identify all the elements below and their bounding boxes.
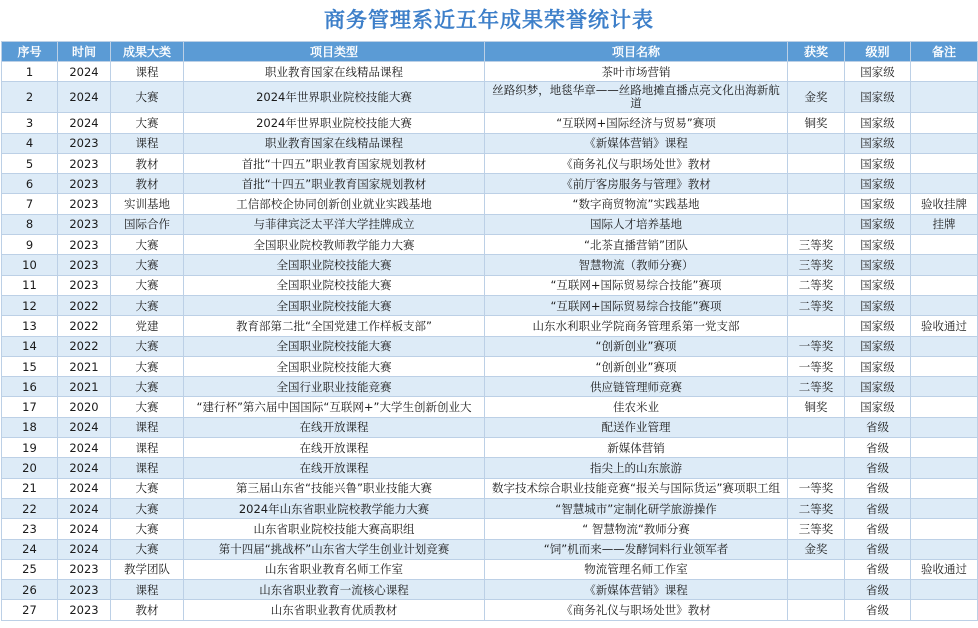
cell-index: 21 — [2, 478, 58, 498]
cell-index: 15 — [2, 356, 58, 376]
cell-award — [788, 580, 845, 600]
cell-project-name: 数字技术综合职业技能竞赛“报关与国际货运”赛项职工组 — [485, 478, 788, 498]
cell-index: 26 — [2, 580, 58, 600]
cell-year: 2023 — [58, 194, 111, 214]
cell-category: 大赛 — [111, 336, 184, 356]
cell-level: 国家级 — [845, 397, 911, 417]
cell-project-type: 首批“十四五”职业教育国家规划教材 — [184, 174, 485, 194]
cell-project-type: 在线开放课程 — [184, 458, 485, 478]
cell-project-name: “智慧城市”定制化研学旅游操作 — [485, 498, 788, 518]
cell-project-name: 新媒体营销 — [485, 438, 788, 458]
cell-category: 教材 — [111, 600, 184, 620]
cell-index: 27 — [2, 600, 58, 620]
cell-award — [788, 316, 845, 336]
cell-level: 省级 — [845, 417, 911, 437]
cell-remark — [911, 580, 978, 600]
cell-level: 省级 — [845, 600, 911, 620]
cell-category: 大赛 — [111, 397, 184, 417]
cell-index: 10 — [2, 255, 58, 275]
cell-remark — [911, 62, 978, 82]
cell-level: 国家级 — [845, 377, 911, 397]
cell-project-name: 丝路织梦，地毯华章——丝路地摊直播点亮文化出海新航道 — [485, 82, 788, 113]
cell-year: 2024 — [58, 458, 111, 478]
table-row — [2, 600, 978, 620]
cell-remark — [911, 458, 978, 478]
cell-level: 国家级 — [845, 194, 911, 214]
cell-year: 2024 — [58, 519, 111, 539]
cell-level: 省级 — [845, 438, 911, 458]
table-row — [2, 174, 978, 194]
cell-level: 国家级 — [845, 235, 911, 255]
table-row — [2, 559, 978, 579]
cell-index: 4 — [2, 133, 58, 153]
header-award: 获奖 — [788, 42, 845, 62]
cell-index: 25 — [2, 559, 58, 579]
cell-category: 教材 — [111, 174, 184, 194]
cell-year: 2024 — [58, 62, 111, 82]
cell-project-type: 工信部校企协同创新创业就业实践基地 — [184, 194, 485, 214]
cell-level: 省级 — [845, 559, 911, 579]
cell-project-name: 供应链管理师竞赛 — [485, 377, 788, 397]
table-row — [2, 417, 978, 437]
cell-project-type: 2024年世界职业院校技能大赛 — [184, 113, 485, 133]
cell-year: 2023 — [58, 255, 111, 275]
cell-project-name: 配送作业管理 — [485, 417, 788, 437]
cell-remark — [911, 275, 978, 295]
cell-index: 5 — [2, 153, 58, 173]
cell-award — [788, 194, 845, 214]
cell-year: 2024 — [58, 82, 111, 113]
header-level: 级别 — [845, 42, 911, 62]
cell-index: 17 — [2, 397, 58, 417]
cell-remark — [911, 336, 978, 356]
cell-index: 1 — [2, 62, 58, 82]
cell-project-name: 《新媒体营销》课程 — [485, 133, 788, 153]
table-row — [2, 235, 978, 255]
cell-category: 教材 — [111, 153, 184, 173]
cell-project-type: 首批“十四五”职业教育国家规划教材 — [184, 153, 485, 173]
cell-year: 2024 — [58, 539, 111, 559]
cell-remark — [911, 498, 978, 518]
cell-project-name: 《商务礼仪与职场处世》教材 — [485, 600, 788, 620]
table-row — [2, 275, 978, 295]
cell-award — [788, 153, 845, 173]
cell-category: 课程 — [111, 458, 184, 478]
cell-remark: 验收通过 — [911, 316, 978, 336]
cell-project-name: 佳农米业 — [485, 397, 788, 417]
cell-level: 国家级 — [845, 214, 911, 234]
cell-category: 大赛 — [111, 519, 184, 539]
cell-project-type: 全国职业院校教师教学能力大赛 — [184, 235, 485, 255]
cell-project-type: 山东省职业教育名师工作室 — [184, 559, 485, 579]
cell-remark — [911, 235, 978, 255]
cell-year: 2023 — [58, 275, 111, 295]
cell-index: 18 — [2, 417, 58, 437]
cell-category: 大赛 — [111, 478, 184, 498]
cell-category: 大赛 — [111, 295, 184, 315]
table-row — [2, 458, 978, 478]
cell-level: 国家级 — [845, 336, 911, 356]
honors-table — [1, 41, 978, 621]
cell-year: 2022 — [58, 295, 111, 315]
cell-level: 国家级 — [845, 316, 911, 336]
cell-level: 省级 — [845, 519, 911, 539]
cell-year: 2023 — [58, 559, 111, 579]
cell-award — [788, 133, 845, 153]
table-row — [2, 133, 978, 153]
table-row — [2, 498, 978, 518]
table-row — [2, 113, 978, 133]
cell-level: 国家级 — [845, 82, 911, 113]
table-header-row — [2, 42, 978, 62]
cell-remark: 验收挂牌 — [911, 194, 978, 214]
cell-level: 国家级 — [845, 153, 911, 173]
cell-category: 实训基地 — [111, 194, 184, 214]
cell-level: 省级 — [845, 580, 911, 600]
cell-category: 课程 — [111, 417, 184, 437]
cell-year: 2024 — [58, 478, 111, 498]
cell-award: 三等奖 — [788, 255, 845, 275]
cell-category: 党建 — [111, 316, 184, 336]
cell-level: 省级 — [845, 478, 911, 498]
cell-remark — [911, 153, 978, 173]
cell-index: 11 — [2, 275, 58, 295]
cell-award: 铜奖 — [788, 397, 845, 417]
cell-award: 金奖 — [788, 539, 845, 559]
cell-project-type: 山东省职业院校技能大赛高职组 — [184, 519, 485, 539]
cell-index: 13 — [2, 316, 58, 336]
cell-project-type: 全国职业院校技能大赛 — [184, 255, 485, 275]
cell-level: 国家级 — [845, 62, 911, 82]
cell-index: 24 — [2, 539, 58, 559]
cell-remark — [911, 417, 978, 437]
page-title: 商务管理系近五年成果荣誉统计表 — [324, 8, 654, 32]
cell-project-name: “ 智慧物流“教师分赛 — [485, 519, 788, 539]
cell-remark — [911, 113, 978, 133]
cell-category: 大赛 — [111, 498, 184, 518]
cell-category: 大赛 — [111, 113, 184, 133]
cell-project-type: 第三届山东省“技能兴鲁”职业技能大赛 — [184, 478, 485, 498]
cell-index: 14 — [2, 336, 58, 356]
cell-project-name: “互联网+国际经济与贸易”赛项 — [485, 113, 788, 133]
cell-award: 三等奖 — [788, 519, 845, 539]
cell-project-type: 山东省职业教育优质教材 — [184, 600, 485, 620]
cell-award: 一等奖 — [788, 336, 845, 356]
header-year: 时间 — [58, 42, 111, 62]
table-row — [2, 478, 978, 498]
cell-level: 国家级 — [845, 133, 911, 153]
cell-project-name: 国际人才培养基地 — [485, 214, 788, 234]
cell-category: 国际合作 — [111, 214, 184, 234]
cell-project-type: 全国职业院校技能大赛 — [184, 356, 485, 376]
cell-category: 课程 — [111, 580, 184, 600]
table-row — [2, 356, 978, 376]
cell-project-type: 第十四届“挑战杯”山东省大学生创业计划竞赛 — [184, 539, 485, 559]
cell-year: 2022 — [58, 336, 111, 356]
table-row — [2, 194, 978, 214]
cell-year: 2024 — [58, 417, 111, 437]
cell-award — [788, 214, 845, 234]
cell-category: 大赛 — [111, 82, 184, 113]
cell-level: 国家级 — [845, 174, 911, 194]
cell-remark — [911, 377, 978, 397]
cell-index: 6 — [2, 174, 58, 194]
table-row — [2, 62, 978, 82]
cell-index: 12 — [2, 295, 58, 315]
cell-project-type: 全国职业院校技能大赛 — [184, 275, 485, 295]
cell-remark — [911, 82, 978, 113]
header-project-name: 项目名称 — [485, 42, 788, 62]
cell-project-type: 全国职业院校技能大赛 — [184, 295, 485, 315]
header-remark: 备注 — [911, 42, 978, 62]
cell-award: 一等奖 — [788, 356, 845, 376]
cell-category: 大赛 — [111, 235, 184, 255]
cell-year: 2023 — [58, 580, 111, 600]
cell-award: 二等奖 — [788, 295, 845, 315]
cell-index: 8 — [2, 214, 58, 234]
cell-category: 教学团队 — [111, 559, 184, 579]
cell-year: 2023 — [58, 174, 111, 194]
cell-index: 9 — [2, 235, 58, 255]
cell-category: 大赛 — [111, 275, 184, 295]
table-row — [2, 316, 978, 336]
cell-project-name: 《新媒体营销》课程 — [485, 580, 788, 600]
cell-remark — [911, 174, 978, 194]
cell-category: 课程 — [111, 133, 184, 153]
cell-award: 一等奖 — [788, 478, 845, 498]
cell-year: 2023 — [58, 133, 111, 153]
cell-project-name: “饲”机而来——发酵饲料行业领军者 — [485, 539, 788, 559]
cell-award: 金奖 — [788, 82, 845, 113]
cell-category: 大赛 — [111, 539, 184, 559]
cell-project-name: 《前厅客房服务与管理》教材 — [485, 174, 788, 194]
cell-remark — [911, 438, 978, 458]
cell-year: 2023 — [58, 153, 111, 173]
cell-category: 大赛 — [111, 255, 184, 275]
cell-award: 三等奖 — [788, 235, 845, 255]
cell-index: 2 — [2, 82, 58, 113]
cell-year: 2022 — [58, 316, 111, 336]
table-row — [2, 255, 978, 275]
cell-project-type: 2024年世界职业院校技能大赛 — [184, 82, 485, 113]
cell-project-type: 全国职业院校技能大赛 — [184, 336, 485, 356]
cell-project-name: 智慧物流（教师分赛） — [485, 255, 788, 275]
cell-award: 二等奖 — [788, 377, 845, 397]
table-row — [2, 377, 978, 397]
cell-project-type: 职业教育国家在线精品课程 — [184, 62, 485, 82]
cell-award — [788, 62, 845, 82]
cell-year: 2023 — [58, 235, 111, 255]
cell-award: 二等奖 — [788, 275, 845, 295]
cell-remark — [911, 478, 978, 498]
cell-level: 国家级 — [845, 275, 911, 295]
cell-award: 二等奖 — [788, 498, 845, 518]
cell-project-type: 在线开放课程 — [184, 438, 485, 458]
cell-year: 2020 — [58, 397, 111, 417]
cell-project-type: 职业教育国家在线精品课程 — [184, 133, 485, 153]
cell-level: 国家级 — [845, 356, 911, 376]
cell-remark: 验收通过 — [911, 559, 978, 579]
cell-year: 2021 — [58, 356, 111, 376]
table-body — [2, 62, 978, 621]
cell-index: 3 — [2, 113, 58, 133]
cell-index: 16 — [2, 377, 58, 397]
cell-project-name: “互联网+国际贸易综合技能”赛项 — [485, 295, 788, 315]
cell-remark: 挂牌 — [911, 214, 978, 234]
cell-project-name: “创新创业”赛项 — [485, 336, 788, 356]
cell-level: 省级 — [845, 458, 911, 478]
cell-project-type: 全国行业职业技能竞赛 — [184, 377, 485, 397]
table-row — [2, 580, 978, 600]
cell-index: 23 — [2, 519, 58, 539]
cell-remark — [911, 539, 978, 559]
cell-project-name: “互联网+国际贸易综合技能”赛项 — [485, 275, 788, 295]
cell-category: 课程 — [111, 438, 184, 458]
cell-award: 铜奖 — [788, 113, 845, 133]
cell-project-name: “创新创业”赛项 — [485, 356, 788, 376]
cell-year: 2024 — [58, 498, 111, 518]
cell-project-type: 与菲律宾泛太平洋大学挂牌成立 — [184, 214, 485, 234]
cell-year: 2024 — [58, 438, 111, 458]
table-row — [2, 336, 978, 356]
cell-category: 课程 — [111, 62, 184, 82]
cell-project-name: 指尖上的山东旅游 — [485, 458, 788, 478]
table-row — [2, 519, 978, 539]
cell-category: 大赛 — [111, 356, 184, 376]
cell-project-name: “数字商贸物流”实践基地 — [485, 194, 788, 214]
cell-award — [788, 458, 845, 478]
cell-project-type: 2024年山东省职业院校教学能力大赛 — [184, 498, 485, 518]
cell-level: 国家级 — [845, 113, 911, 133]
cell-year: 2021 — [58, 377, 111, 397]
table-row — [2, 153, 978, 173]
cell-remark — [911, 255, 978, 275]
cell-remark — [911, 519, 978, 539]
cell-award — [788, 438, 845, 458]
cell-year: 2023 — [58, 214, 111, 234]
table-row — [2, 295, 978, 315]
cell-index: 7 — [2, 194, 58, 214]
cell-award — [788, 174, 845, 194]
header-category: 成果大类 — [111, 42, 184, 62]
cell-award — [788, 600, 845, 620]
cell-level: 国家级 — [845, 255, 911, 275]
cell-project-type: 教育部第二批“全国党建工作样板支部” — [184, 316, 485, 336]
cell-remark — [911, 133, 978, 153]
cell-level: 省级 — [845, 539, 911, 559]
cell-level: 省级 — [845, 498, 911, 518]
cell-index: 19 — [2, 438, 58, 458]
cell-year: 2024 — [58, 113, 111, 133]
cell-remark — [911, 600, 978, 620]
table-row — [2, 438, 978, 458]
cell-award — [788, 559, 845, 579]
cell-year: 2023 — [58, 600, 111, 620]
cell-project-name: 《商务礼仪与职场处世》教材 — [485, 153, 788, 173]
table-row — [2, 539, 978, 559]
cell-project-name: “北茶直播营销”团队 — [485, 235, 788, 255]
cell-level: 国家级 — [845, 295, 911, 315]
table-row — [2, 214, 978, 234]
cell-award — [788, 417, 845, 437]
cell-category: 大赛 — [111, 377, 184, 397]
cell-project-type: “建行杯”第六届中国国际“互联网+”大学生创新创业大 — [184, 397, 485, 417]
table-row — [2, 397, 978, 417]
cell-project-name: 茶叶市场营销 — [485, 62, 788, 82]
cell-index: 20 — [2, 458, 58, 478]
header-index: 序号 — [2, 42, 58, 62]
cell-remark — [911, 295, 978, 315]
cell-project-name: 物流管理名师工作室 — [485, 559, 788, 579]
table-row — [2, 82, 978, 113]
cell-index: 22 — [2, 498, 58, 518]
header-project-type: 项目类型 — [184, 42, 485, 62]
cell-project-type: 在线开放课程 — [184, 417, 485, 437]
cell-project-name: 山东水利职业学院商务管理系第一党支部 — [485, 316, 788, 336]
cell-remark — [911, 397, 978, 417]
cell-remark — [911, 356, 978, 376]
cell-project-type: 山东省职业教育一流核心课程 — [184, 580, 485, 600]
